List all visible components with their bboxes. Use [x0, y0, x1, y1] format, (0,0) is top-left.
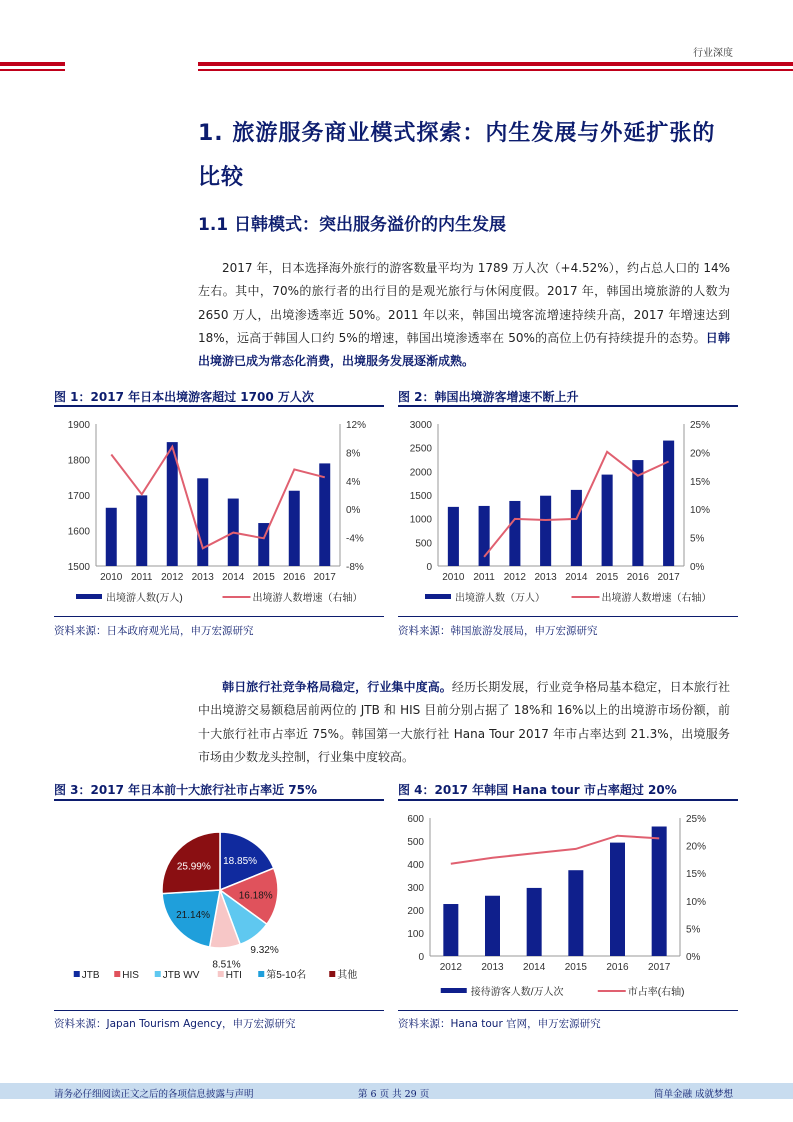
fig2-xtick-label: 2016 [626, 572, 649, 583]
fig4-ytick-label: 600 [407, 814, 424, 825]
paragraph-2 [198, 676, 730, 769]
paragraph-2-highlight: 韩日旅行社竞争格局稳定，行业集中度高。 [222, 680, 452, 694]
fig3-legend-swatch [218, 971, 224, 977]
fig4-source-rule [398, 1010, 738, 1011]
fig2-y2tick-label: 5% [690, 533, 705, 545]
fig1-chart [54, 410, 384, 610]
fig4-y2tick-label: 25% [686, 814, 707, 825]
fig2-xtick-label: 2015 [596, 572, 619, 583]
fig1-y2tick-label: 8% [346, 448, 361, 460]
fig4-title-rule [398, 799, 738, 801]
fig1-legend [76, 591, 363, 604]
fig4-bar [443, 904, 458, 956]
fig1-bar [319, 463, 330, 566]
fig3-slice-label: 8.51% [212, 959, 241, 971]
fig3-legend-label: HIS [122, 970, 139, 981]
fig4-bar [568, 870, 583, 956]
fig3-chart [54, 804, 384, 1004]
fig4-xtick-label: 2017 [648, 962, 671, 973]
fig4-y2tick-label: 20% [686, 841, 707, 853]
fig1-xtick-label: 2011 [130, 572, 153, 583]
fig2-bar [509, 501, 520, 566]
fig4-bar [610, 843, 625, 956]
fig4-ytick-label: 500 [407, 837, 424, 848]
fig2-source-rule [398, 616, 738, 617]
fig1-ytick-label: 1800 [67, 455, 90, 467]
fig4-xtick-label: 2014 [523, 962, 546, 973]
fig2-ytick-label: 1000 [409, 514, 432, 526]
fig3-legend-label: JTB WV [162, 970, 200, 981]
fig2-bar [571, 490, 582, 566]
fig2-xtick-label: 2013 [534, 572, 557, 583]
fig1-xtick-label: 2013 [191, 572, 214, 583]
paragraph-2-text: 经历长期发展，行业竞争格局基本稳定，日本旅行社中出境游交易额稳居前两位的 JTB 和 HIS 目前分别占据了 18%和 16%以上的出境游市场份额，前十大旅行社市占率近 75%。韩国第一大旅行社 Hana Tour 2017 年市占率达到 21.3%，出境服务市场由少数龙头控制，行业集中度较高。 [198, 680, 730, 764]
footer-disclaimer: 请务必仔细阅读正文之后的各项信息披露与声明 [54, 1089, 254, 1100]
fig4-xtick-label: 2013 [481, 962, 504, 973]
fig2-ytick-label: 2500 [409, 443, 432, 455]
footer-slogan: 简单金融 成就梦想 [653, 1089, 733, 1100]
fig4-legend-swatch-bar [441, 988, 467, 993]
fig4-ytick-label: 400 [407, 860, 424, 871]
fig4-ytick-label: 100 [407, 929, 424, 940]
fig2-bar [479, 506, 490, 566]
fig3-slice-label: 25.99% [176, 861, 211, 873]
fig2-legend-swatch-bar [425, 594, 451, 599]
fig4-y2tick-label: 5% [686, 924, 701, 936]
fig1-xtick-label: 2010 [100, 572, 123, 583]
fig1-bar [197, 478, 208, 566]
fig2-xtick-label: 2014 [565, 572, 588, 583]
fig1-y2tick-label: -8% [346, 562, 364, 573]
fig3-source: 资料来源：Japan Tourism Agency，申万宏源研究 [54, 1018, 296, 1030]
fig3-source-rule [54, 1010, 384, 1011]
fig1-y2tick-label: 4% [346, 476, 361, 488]
fig4-legend-label: 接待游客人数/万人次 [470, 987, 564, 998]
fig2-y2tick-label: 20% [690, 448, 711, 460]
fig1-legend-swatch-bar [76, 594, 102, 599]
paragraph-1 [198, 257, 730, 373]
fig2-chart [398, 410, 738, 610]
fig2-ytick-label: 0 [426, 562, 432, 573]
fig3-legend-label: JTB [81, 970, 100, 981]
fig2-bar [663, 441, 674, 566]
fig1-y2tick-label: 0% [346, 505, 361, 517]
fig3-legend-label: 第5-10名 [266, 970, 307, 981]
header-rule-right-thin [198, 69, 793, 71]
fig4-chart [398, 804, 738, 1004]
fig3-legend-swatch [329, 971, 335, 977]
fig2-source: 资料来源：韩国旅游发展局，申万宏源研究 [398, 625, 598, 637]
fig1-ytick-label: 1500 [67, 562, 90, 573]
fig4-bar [485, 896, 500, 956]
fig4-ytick-label: 300 [407, 883, 424, 894]
fig4-ytick-label: 200 [407, 906, 424, 917]
fig2-ytick-label: 500 [415, 538, 432, 550]
fig2-y2tick-label: 10% [690, 505, 711, 517]
fig2-legend-label: 出境游人数增速（右轴） [601, 593, 712, 604]
section-heading: 1. 旅游服务商业模式探索：内生发展与外延扩张的比较 [198, 121, 716, 190]
fig2-legend-label: 出境游人数（万人） [455, 593, 545, 604]
fig2-xtick-label: 2011 [473, 572, 495, 583]
fig1-bar [106, 508, 117, 566]
fig2-bar [448, 507, 459, 566]
fig4-legend [441, 985, 685, 998]
fig4-xtick-label: 2016 [606, 962, 629, 973]
fig1-xtick-label: 2016 [283, 572, 306, 583]
fig1-title: 图 1：2017 年日本出境游客超过 1700 万人次 [54, 390, 314, 404]
fig4-ytick-label: 0 [418, 952, 424, 963]
footer-page-number: 第 6 页 共 29 页 [358, 1089, 430, 1100]
fig2-bar [602, 475, 613, 566]
fig1-ytick-label: 1900 [67, 420, 90, 431]
fig4-source: 资料来源：Hana tour 官网，申万宏源研究 [398, 1018, 601, 1030]
fig3-legend-swatch [258, 971, 264, 977]
fig2-ytick-label: 3000 [409, 420, 432, 431]
fig4-bar [527, 888, 542, 956]
fig4-xtick-label: 2015 [564, 962, 587, 973]
fig3-legend-swatch [114, 971, 120, 977]
fig3-legend-label: HTI [225, 970, 242, 981]
header-rule-left [0, 62, 65, 66]
fig2-ytick-label: 2000 [409, 467, 432, 479]
header-tag: 行业深度 [693, 48, 733, 59]
fig1-xtick-label: 2014 [222, 572, 245, 583]
fig1-title-rule [54, 405, 384, 407]
fig2-legend [425, 591, 712, 604]
fig2-xtick-label: 2010 [442, 572, 465, 583]
fig4-line-series [451, 836, 659, 864]
header-rule-left-thin [0, 69, 65, 71]
fig2-y2tick-label: 0% [690, 562, 705, 573]
fig4-y2tick-label: 10% [686, 896, 707, 908]
fig4-xtick-label: 2012 [439, 962, 462, 973]
fig1-ytick-label: 1700 [67, 491, 90, 502]
fig3-legend-label: 其他 [337, 970, 358, 981]
fig1-ytick-label: 1600 [67, 526, 90, 538]
fig1-y2tick-label: -4% [346, 533, 364, 545]
fig1-source-rule [54, 616, 384, 617]
fig3-legend-swatch [155, 971, 161, 977]
fig4-y2tick-label: 15% [686, 869, 707, 881]
fig3-slice-label: 16.18% [238, 890, 273, 902]
paragraph-1-text: 2017 年，日本选择海外旅行的游客数量平均为 1789 万人次（+4.52%），约占总人口的 14%左右。其中，70%的旅行者的出行目的是观光旅行与休闲度假。2017 年，韩国出境旅游的人数为 2650 万人，出境渗透率近 50%。2011 年以来，韩国出境客流增速持续升高，2017 年增速达到 18%，远高于韩国人口约 5%的增速，韩国出境渗透率在 50%的高位上仍有持续提升的态势。 [198, 261, 730, 345]
fig4-bar [652, 827, 667, 956]
fig1-legend-label: 出境游人数(万人) [106, 593, 183, 604]
fig1-xtick-label: 2017 [313, 572, 336, 583]
fig2-title: 图 2：韩国出境游客增速不断上升 [398, 390, 579, 404]
fig1-legend-label: 出境游人数增速（右轴） [252, 593, 363, 604]
fig2-y2tick-label: 25% [690, 420, 711, 431]
subsection-heading: 1.1 日韩模式：突出服务溢价的内生发展 [198, 215, 507, 235]
fig2-title-rule [398, 405, 738, 407]
paragraph-1-highlight: 日韩出境游已成为常态化消费，出境服务发展逐渐成熟。 [198, 330, 730, 369]
fig4-y2tick-label: 0% [686, 952, 701, 963]
fig2-bar [540, 496, 551, 566]
fig2-xtick-label: 2017 [657, 572, 680, 583]
fig2-xtick-label: 2012 [503, 572, 526, 583]
fig2-y2tick-label: 15% [690, 476, 711, 488]
fig1-xtick-label: 2015 [252, 572, 275, 583]
fig3-slice-label: 21.14% [176, 909, 211, 921]
fig1-bar [136, 495, 147, 566]
fig3-slice-label: 18.85% [223, 856, 258, 868]
fig1-source: 资料来源：日本政府观光局，申万宏源研究 [54, 625, 254, 637]
fig1-bar [289, 491, 300, 566]
fig3-legend-swatch [74, 971, 80, 977]
fig3-title: 图 3：2017 年日本前十大旅行社市占率近 75% [54, 783, 318, 797]
header-rule-right [198, 62, 793, 66]
fig2-ytick-label: 1500 [409, 491, 432, 502]
fig4-legend-label: 市占率(右轴) [627, 987, 685, 998]
fig3-title-rule [54, 799, 384, 801]
fig1-y2tick-label: 12% [346, 420, 367, 431]
fig1-xtick-label: 2012 [161, 572, 184, 583]
fig3-slice-label: 9.32% [250, 945, 279, 956]
fig4-title: 图 4：2017 年韩国 Hana tour 市占率超过 20% [398, 783, 677, 797]
